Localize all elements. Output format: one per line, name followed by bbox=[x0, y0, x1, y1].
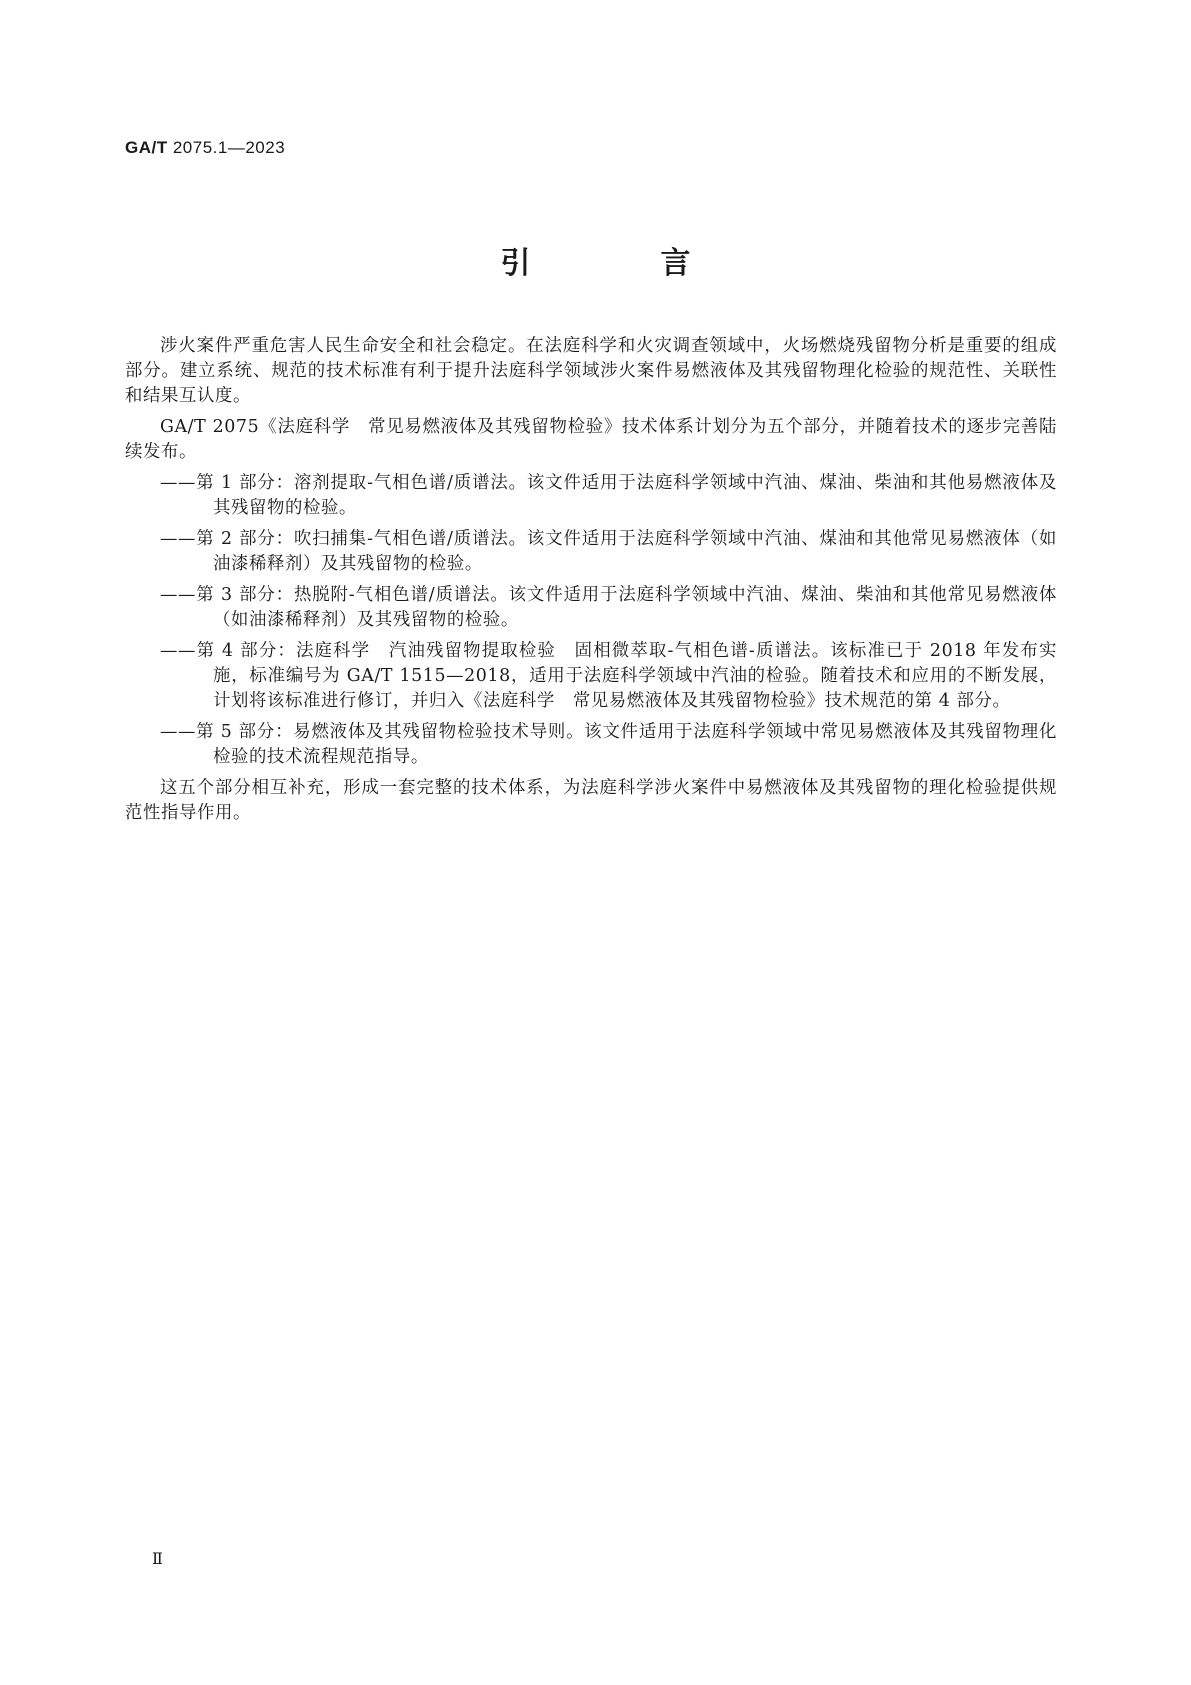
closing-paragraph: 这五个部分相互补充，形成一套完整的技术体系，为法庭科学涉火案件中易燃液体及其残留物的理化检验提供规范性指导作用。 bbox=[125, 778, 1057, 823]
intro-paragraph-1: 涉火案件严重危害人民生命安全和社会稳定。在法庭科学和火灾调查领域中，火场燃烧残留物分析是重要的组成部分。建立系统、规范的技术标准有利于提升法庭科学领域涉火案件易燃液体及其残留物理化检验的规范性、关联性和结果互认度。 bbox=[125, 336, 1057, 406]
list-item-part-1: ——第 1 部分：溶剂提取-气相色谱/质谱法。该文件适用于法庭科学领域中汽油、煤油、柴油和其他易燃液体及其残留物的检验。 bbox=[160, 473, 1057, 518]
document-body bbox=[125, 334, 1057, 832]
list-item-part-2: ——第 2 部分：吹扫捕集-气相色谱/质谱法。该文件适用于法庭科学领域中汽油、煤油和其他常见易燃液体（如油漆稀释剂）及其残留物的检验。 bbox=[160, 529, 1057, 574]
intro-paragraph-2: GA/T 2075《法庭科学 常见易燃液体及其残留物检验》技术体系计划分为五个部分，并随着技术的逐步完善陆续发布。 bbox=[125, 417, 1057, 462]
page-number: Ⅱ bbox=[152, 1549, 163, 1568]
standard-prefix: GA/T bbox=[125, 138, 168, 157]
list-item-part-5: ——第 5 部分：易燃液体及其残留物检验技术导则。该文件适用于法庭科学领域中常见易燃液体及其残留物理化检验的技术流程规范指导。 bbox=[160, 722, 1057, 767]
standard-code: 2075.1—2023 bbox=[172, 138, 286, 157]
list-item-part-4: ——第 4 部分：法庭科学 汽油残留物提取检验 固相微萃取-气相色谱-质谱法。该标准已于 2018 年发布实施，标准编号为 GA/T 1515—2018，适用于法庭科学领域中汽油的检验。随着技术和应用的不断发展，计划将该标准进行修订，并归入《法庭科学 常见易燃液体及其残留物检验》技术规范的第 4 部分。 bbox=[160, 641, 1057, 711]
list-item-part-3: ——第 3 部分：热脱附-气相色谱/质谱法。该文件适用于法庭科学领域中汽油、煤油、柴油和其他常见易燃液体（如油漆稀释剂）及其残留物的检验。 bbox=[160, 585, 1057, 630]
page-title: 引 言 bbox=[500, 246, 741, 281]
standard-number bbox=[125, 138, 285, 158]
